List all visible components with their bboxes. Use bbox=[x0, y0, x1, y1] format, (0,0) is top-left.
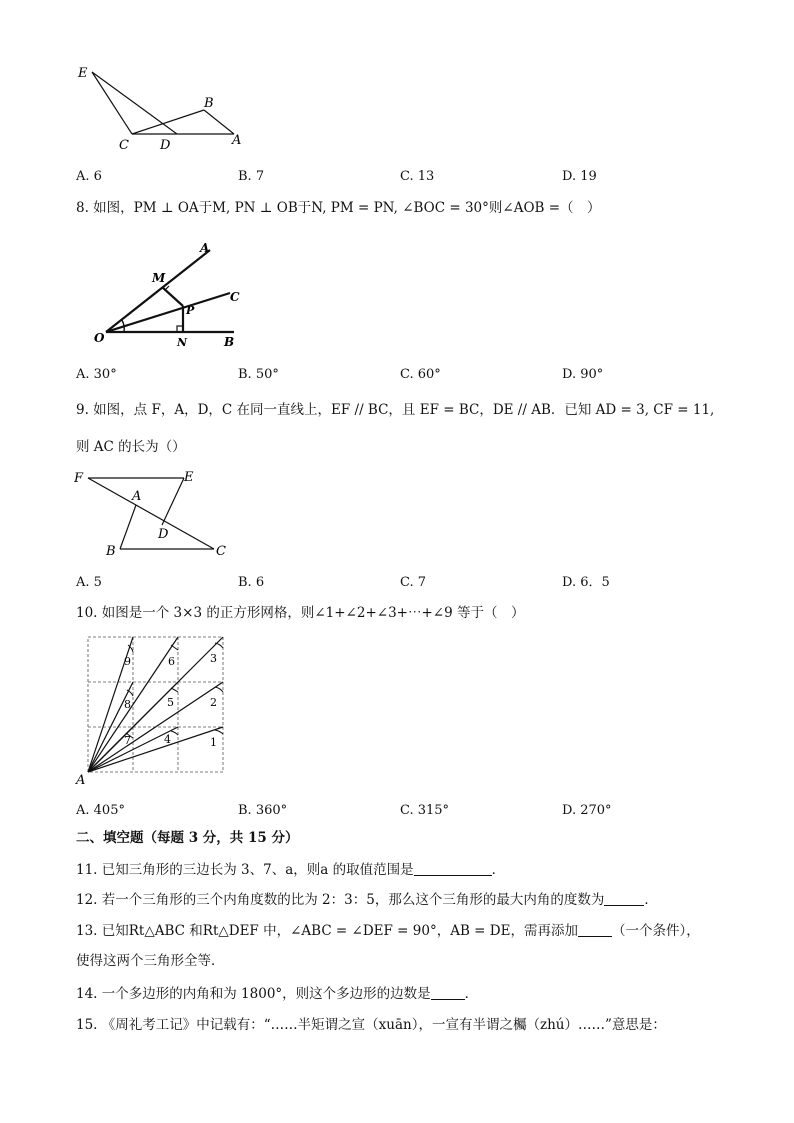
q13-text: 13. 已知Rt△ABC 和Rt△DEF 中，∠ABC = ∠DEF = 90°，AB = DE，需再添加 bbox=[76, 923, 578, 939]
q9-option-b: B. 6 bbox=[238, 575, 265, 590]
q10-angle-2: 2 bbox=[210, 696, 217, 709]
q10-angle-6: 6 bbox=[168, 655, 175, 668]
q12-answer-blank[interactable] bbox=[604, 891, 644, 906]
q8-label-n: N bbox=[177, 336, 188, 348]
q9-label-d: D bbox=[158, 527, 169, 542]
q9-label-f: F bbox=[74, 471, 84, 486]
q10-angle-3: 3 bbox=[210, 652, 217, 665]
q8-option-b: B. 50° bbox=[238, 367, 279, 382]
q9-figure bbox=[74, 465, 234, 560]
q11 bbox=[76, 861, 505, 879]
q9-stem: 9. 如图，点 F，A，D，C 在同一直线上，EF // BC，且 EF = BC，DE // AB．已知 AD = 3, CF = 11, bbox=[76, 402, 715, 418]
q13-end: （一个条件）， bbox=[611, 923, 700, 939]
q12-end: ． bbox=[644, 892, 658, 908]
q7-option-a: A. 6 bbox=[76, 169, 102, 184]
section-2-title: 二、填空题（每题 3 分，共 15 分） bbox=[76, 830, 299, 846]
q13-line2: 使得这两个三角形全等． bbox=[76, 953, 225, 969]
q9-option-d: D. 6．5 bbox=[562, 575, 610, 590]
q9-label-b: B bbox=[106, 544, 116, 559]
q10-angle-8: 8 bbox=[124, 698, 131, 711]
q8-label-p: P bbox=[186, 304, 195, 317]
q7-label-a: A bbox=[232, 133, 242, 148]
q9-option-c: C. 7 bbox=[400, 575, 427, 590]
q8-figure bbox=[90, 238, 250, 348]
q14 bbox=[76, 985, 478, 1003]
q9-stem-line2: 则 AC 的长为（） bbox=[76, 439, 186, 455]
q10-option-c: C. 315° bbox=[400, 803, 450, 818]
q13-answer-blank[interactable] bbox=[578, 922, 612, 937]
q8-label-c: C bbox=[230, 290, 240, 304]
q9-option-a: A. 5 bbox=[76, 575, 102, 590]
q7-option-d: D. 19 bbox=[562, 169, 597, 184]
q12 bbox=[76, 891, 658, 909]
q7-label-e: E bbox=[78, 66, 88, 81]
q10-option-b: B. 360° bbox=[238, 803, 288, 818]
q8-label-b: B bbox=[224, 335, 235, 348]
q10-stem: 10. 如图是一个 3×3 的正方形网格，则∠1+∠2+∠3+⋯+∠9 等于（ ） bbox=[76, 605, 525, 621]
q7-figure bbox=[74, 62, 254, 154]
q11-end: ． bbox=[491, 862, 506, 878]
q14-text: 14. 一个多边形的内角和为 1800°，则这个多边形的边数是 bbox=[76, 986, 431, 1002]
q11-text: 11. 已知三角形的三边长为 3、7、a，则a 的取值范围是 bbox=[76, 862, 414, 878]
q8-label-a: A bbox=[200, 241, 210, 255]
q9-label-e: E bbox=[184, 470, 194, 485]
q10-angle-4: 4 bbox=[164, 733, 171, 746]
q7-label-d: D bbox=[160, 138, 171, 153]
q10-angle-9: 9 bbox=[124, 655, 131, 668]
q8-label-m: M bbox=[152, 271, 166, 285]
q7-option-c: C. 13 bbox=[400, 169, 435, 184]
q8-label-o: O bbox=[94, 331, 105, 345]
q10-figure bbox=[74, 630, 234, 790]
q10-label-a: A bbox=[76, 773, 86, 788]
q9-label-c: C bbox=[216, 544, 226, 559]
q14-answer-blank[interactable] bbox=[431, 985, 465, 1000]
q13 bbox=[76, 922, 700, 940]
q10-angle-5: 5 bbox=[167, 696, 174, 709]
q7-label-c: C bbox=[119, 138, 129, 153]
q10-option-a: A. 405° bbox=[76, 803, 125, 818]
q7-label-b: B bbox=[204, 96, 214, 111]
q12-text: 12. 若一个三角形的三个内角度数的比为 2：3：5，那么这个三角形的最大内角的度数为 bbox=[76, 892, 605, 908]
q8-option-d: D. 90° bbox=[562, 367, 604, 382]
q10-angle-7: 7 bbox=[124, 734, 131, 747]
q7-option-b: B. 7 bbox=[238, 169, 265, 184]
q8-option-a: A. 30° bbox=[76, 367, 117, 382]
q8-option-c: C. 60° bbox=[400, 367, 441, 382]
q11-answer-blank[interactable] bbox=[414, 861, 492, 876]
q14-end: ． bbox=[464, 986, 479, 1002]
q9-label-a: A bbox=[132, 489, 142, 504]
q8-stem: 8. 如图，PM ⊥ OA于M, PN ⊥ OB于N, PM = PN, ∠BOC = 30°则∠AOB =（ ） bbox=[76, 200, 601, 216]
q10-option-d: D. 270° bbox=[562, 803, 612, 818]
q15: 15. 《周礼考工记》中记载有：“……半矩谓之宣（xuān），一宣有半谓之欘（zhú）……”意思是： bbox=[76, 1017, 666, 1033]
q10-angle-1: 1 bbox=[210, 736, 217, 749]
